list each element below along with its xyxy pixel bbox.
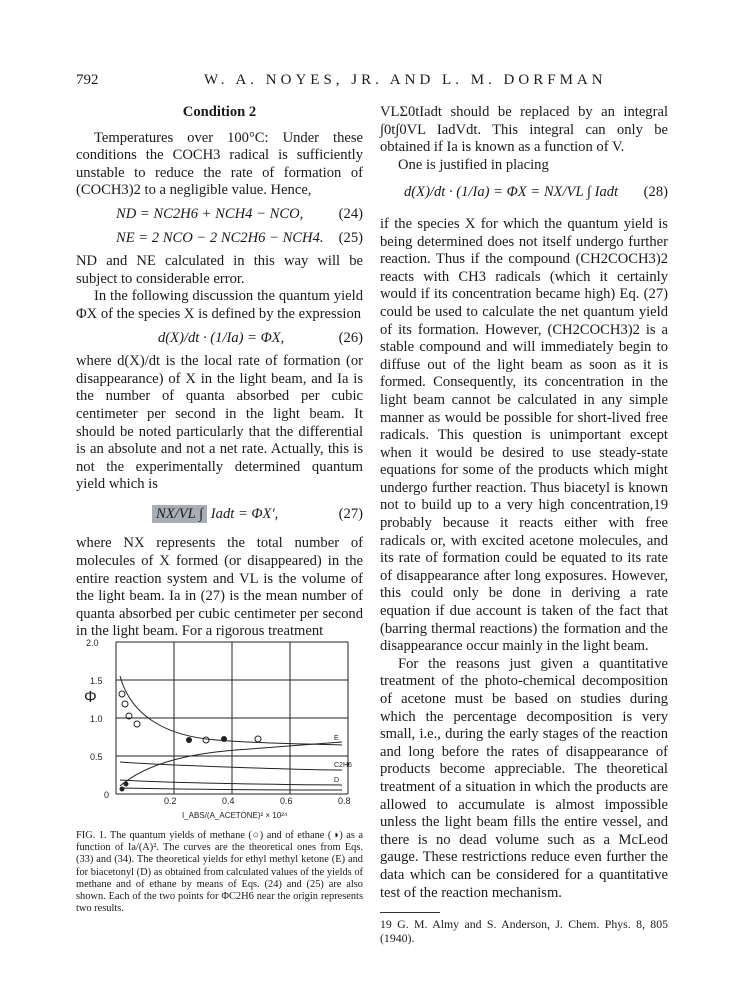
methane-point xyxy=(119,691,125,697)
paragraph: where NX represents the total number of molecules of X formed (or disappeared) in the entire reaction system and VL is the volume of the light beam. Ia in (27) is the mean number of quanta absorbed per cubic centimeter per second in the light beam. For a rigorous treatment xyxy=(76,535,363,640)
equation-number: (28) xyxy=(643,184,668,201)
ethane-point xyxy=(124,782,129,787)
paragraph: VLΣ0tIadt should be replaced by an integral ∫0t∫0VL IadVdt. This integral can only be obtained if Ia is known as a function of V. xyxy=(380,104,668,156)
equation-text: Iadt = ΦX′, xyxy=(210,505,279,522)
y-tick-label: 1.0 xyxy=(90,714,103,724)
figure-1 xyxy=(76,636,363,826)
y-tick-label: 0 xyxy=(104,790,110,800)
equation-number: (25) xyxy=(338,229,363,246)
y-tick-label: 1.5 xyxy=(90,676,103,686)
equation-highlight: NX/VL ∫ xyxy=(152,505,207,523)
ethane-point xyxy=(120,787,125,792)
equation-28 xyxy=(380,184,668,202)
equation-26 xyxy=(76,330,363,348)
footnote-rule xyxy=(380,912,440,913)
equation-27 xyxy=(76,506,363,524)
curve-label-e: E xyxy=(334,735,339,742)
curve-d xyxy=(120,780,342,785)
x-tick-label: 0.4 xyxy=(222,796,235,806)
methane-point xyxy=(203,737,209,743)
equation-number: (26) xyxy=(338,329,363,346)
y-tick-label: 2.0 xyxy=(86,638,99,648)
equation-text: ND = NC2H6 + NCH4 − NCO, xyxy=(116,205,304,222)
y-tick-label: 0.5 xyxy=(90,752,103,762)
figure-caption: FIG. 1. The quantum yields of methane (○) and of ethane (◑) as a function of Ia/(A)². The curves are the theoretical ones from Eqs. (33) and (34). The theoretical yields for ethyl methyl ketone (E) and for biacetonyl (D) as obtained from calculated values of the yields of methane and of ethane by means of Eqs. (24) and (25) are also shown. Each of the two points for ΦC2H6 near the origin represents two results. xyxy=(76,830,363,915)
curve-label-d: D xyxy=(334,777,340,784)
footnote: 19 G. M. Almy and S. Anderson, J. Chem. Phys. 8, 805 (1940). xyxy=(380,917,668,946)
paragraph: ND and NE calculated in this way will be subject to considerable error. xyxy=(76,253,363,287)
equation-text: d(X)/dt · (1/Ia) = ΦX = NX/VL ∫ Iadt xyxy=(404,184,619,201)
ethane-point xyxy=(221,736,227,742)
methane-point xyxy=(122,701,128,707)
ethane-point xyxy=(186,737,192,743)
y-axis-label: Φ xyxy=(84,689,97,706)
x-tick-label: 0.8 xyxy=(338,796,351,806)
section-heading: Condition 2 xyxy=(182,104,257,120)
methane-curve xyxy=(120,676,342,745)
x-tick-label: 0.6 xyxy=(280,796,293,806)
methane-point xyxy=(134,721,140,727)
paragraph: In the following discussion the quantum yield ΦX of the species X is defined by the expression xyxy=(76,288,363,322)
right-column xyxy=(380,104,668,945)
equation-number: (24) xyxy=(338,205,363,222)
x-axis-label: I_ABS/(A_ACETONE)² × 10²⁴ xyxy=(182,811,288,820)
equation-text: d(X)/dt · (1/Ia) = ΦX, xyxy=(158,329,285,346)
paragraph: For the reasons just given a quantitative treatment of the photo-chemical decomposition of acetone must be based on studies during which the percentage decomposition is very small, i.e., during the early stages of the reaction and long before the rates of disappearance of products become appreciable. The theoretical treatment of a situation in which the products are allowed to accumulate is almost impossible unless the light beam fills the entire vessel, and there is no dead volume such as a McLeod gauge. These restrictions reduce even further the data which can be considered for a quantitative test of the reaction mechanism. xyxy=(380,655,668,901)
equation-25 xyxy=(76,230,363,248)
left-column xyxy=(76,104,363,641)
curve-label-c2h6: C2H6 xyxy=(334,762,352,769)
equation-text: NE = 2 NCO − 2 NC2H6 − NCH4. xyxy=(116,229,324,246)
figure-plot xyxy=(76,636,363,826)
curve-lower xyxy=(120,788,342,790)
equation-24 xyxy=(76,206,363,224)
x-tick-label: 0.2 xyxy=(164,796,177,806)
running-title: W. A. NOYES, JR. AND L. M. DORFMAN xyxy=(204,72,607,88)
paragraph: Temperatures over 100°C: Under these conditions the COCH3 radical is sufficiently unstable to reduce the rate of formation of (COCH3)2 to a negligible value. Hence, xyxy=(76,129,363,199)
paragraph: where d(X)/dt is the local rate of formation (or disappearance) of X in the light beam, and Ia is the number of quanta absorbed per cubic centimeter per second in the light beam. It should be noted particularly that the differential is an absolute and not a net rate. Actually, this is not the experimentally determined quantum yield which is xyxy=(76,353,363,493)
curve-ethane xyxy=(120,762,342,770)
methane-point xyxy=(255,736,261,742)
equation-number: (27) xyxy=(338,505,363,522)
page-number: 792 xyxy=(76,72,99,88)
paragraph: One is justified in placing xyxy=(398,156,549,173)
paragraph: if the species X for which the quantum yield is being determined does not itself undergo further reaction. Thus if the compound (CH2COCH3)2 reacts with CH3 radicals (which it certainly would if its concentration became high) Eq. (27) could be used to calculate the net quantum yield of its formation. However, (CH2COCH3)2 is a stable compound and will immediately begin to diffuse out of the light beam as soon as it is formed. Consequently, its concentration in the light beam cannot be calculated in any simple manner as would be possible for short-lived free radicals. This question is unimportant except when it would be desired to use steady-state equations for some of the products which might undergo further reaction. Thus biacetyl is known not to build up to a very high concentration,19 probably because it reacts either with free radicals or, with excited acetone molecules, and its rate of formation could be equated to its rate of disappearance after long exposures. However, this could only be done in deriving a rate equation if due account is taken of the fact that (barring thermal reactions) the formation and the disappearance occur mainly in the light beam. xyxy=(380,215,668,655)
